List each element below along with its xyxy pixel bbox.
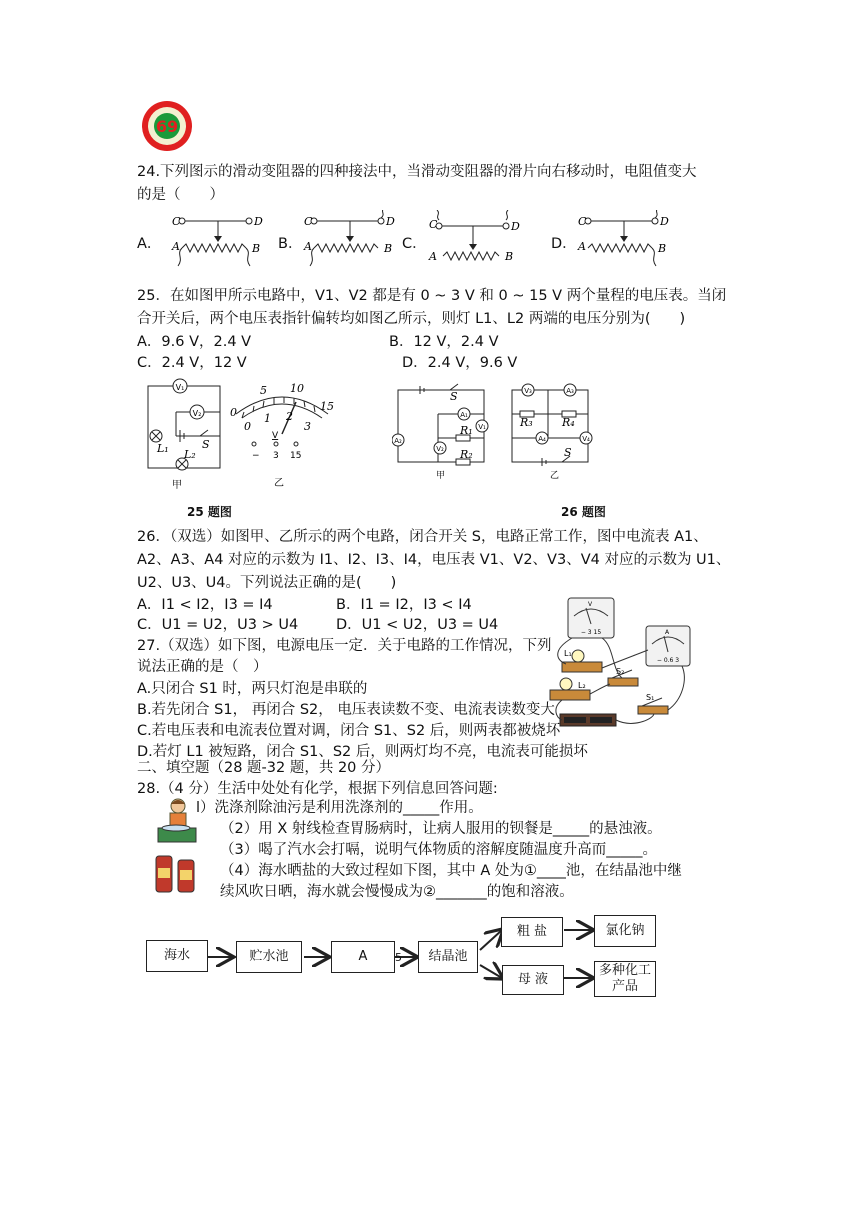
flow-box-storage-pond: 贮水池	[236, 941, 302, 973]
flow-box-a: A	[331, 941, 395, 973]
yi-label: 乙	[550, 471, 560, 480]
v1-label: V₁	[478, 423, 486, 431]
voltmeter-terminals: − 3 15	[580, 629, 602, 636]
rheostat-diagram-c	[425, 210, 525, 272]
q28-item4-line1: （4）海水晒盐的大致过程如下图，其中 A 处为①____池，在结晶池中继	[220, 863, 682, 879]
q25-circuit-jia	[140, 372, 230, 492]
q24-option-d: D．	[551, 236, 577, 252]
q27-option-b: B.若先闭合 S1， 再闭合 S2， 电压表读数不变、电流表读数变大	[137, 702, 555, 718]
scale-2: 2	[286, 410, 293, 423]
q25-figure-caption: 25 题图	[187, 505, 232, 519]
v3-label: V₃	[524, 387, 532, 395]
q27-option-d: D.若灯 L1 被短路，闭合 S1、S2 后，则两灯均不亮，电流表可能损坏	[137, 744, 588, 760]
yi-label: 乙	[274, 478, 284, 489]
q24-option-c: C．	[402, 236, 427, 252]
school-logo	[141, 100, 193, 152]
flow-box-chemical-products: 多种化工产品	[594, 961, 656, 997]
r1-label: R₁	[460, 424, 473, 437]
scale-5: 5	[260, 384, 267, 397]
q24-option-b: B．	[278, 236, 303, 252]
q24-line2: 的是（ ）	[137, 187, 224, 203]
label-c: C	[429, 218, 438, 231]
label-a: A	[304, 240, 312, 253]
r2-label: R₂	[460, 448, 473, 461]
q28-item2: （2）用 X 射线检查胃肠病时，让病人服用的钡餐是_____的悬浊液。	[220, 821, 662, 837]
q28-intro: 28.（4 分）生活中处处有化学，根据下列信息回答问题:	[137, 781, 498, 797]
q26-circuit-jia	[392, 380, 492, 480]
v1-meter-label: V₁	[175, 383, 185, 392]
rheostat-diagram-b	[300, 210, 400, 272]
label-c: C	[578, 215, 587, 228]
rheostat-diagram-a	[168, 210, 268, 272]
q25-option-c: C．2.4 V，12 V	[137, 355, 247, 371]
terminal-15: 15	[290, 451, 302, 461]
q28-item3: （3）喝了汽水会打嗝，说明气体物质的溶解度随温度升高而_____。	[220, 842, 657, 858]
l2-label: L₂	[184, 448, 196, 461]
switch-label: S	[564, 446, 572, 459]
q25-voltmeter-yi	[228, 382, 338, 492]
q25-option-d: D．2.4 V，9.6 V	[402, 355, 518, 371]
logo-glyph: 69	[155, 117, 179, 136]
scale-3: 3	[304, 420, 311, 433]
flow-box-crystallization-pond: 结晶池	[418, 941, 478, 973]
flow-stray-mark: 5	[395, 951, 402, 964]
scale-15: 15	[320, 400, 334, 413]
flow-box-crude-salt: 粗 盐	[501, 917, 563, 947]
switch-s2-label: S₂	[616, 667, 625, 676]
q24-option-a: A．	[137, 236, 162, 252]
label-b: B	[252, 242, 261, 255]
flow-box-sodium-chloride: 氯化钠	[594, 915, 656, 947]
rheostat-diagram-d	[574, 210, 674, 272]
scale-0-outer: 0	[230, 406, 237, 419]
ammeter-a: A	[665, 629, 670, 636]
v4-label: V₄	[582, 435, 590, 443]
flow-box-seawater: 海水	[146, 940, 208, 972]
q26-figure-caption: 26 题图	[561, 505, 606, 519]
lamp-l1-label: L₁	[564, 649, 572, 658]
v2-label: V₂	[436, 445, 444, 453]
soda-cans-illustration	[152, 852, 198, 896]
switch-label: S	[450, 390, 458, 403]
q26-line1: 26．（双选）如图甲、乙所示的两个电路，闭合开关 S，电路正常工作，图中电流表 A1、	[137, 529, 708, 545]
scale-0-inner: 0	[244, 420, 251, 433]
terminal-3: 3	[273, 451, 279, 461]
q27-circuit-photo	[542, 590, 692, 736]
label-d: D	[254, 215, 263, 228]
q26-line2: A2、A3、A4 对应的示数为 I1、I2、I3、I4，电压表 V1、V2、V3、V4 对应的示数为 U1、	[137, 552, 731, 568]
label-c: C	[304, 215, 313, 228]
ammeter-terminals: − 0.6 3	[656, 657, 680, 664]
q27-line2: 说法正确的是（ ）	[137, 659, 268, 675]
scale-10: 10	[290, 382, 304, 395]
a1-label: A₁	[460, 411, 468, 419]
a2-label: A₂	[394, 437, 402, 445]
flow-box-mother-liquor: 母 液	[502, 965, 564, 995]
label-c: C	[172, 215, 181, 228]
switch-s1-label: S₁	[646, 693, 655, 702]
scale-1: 1	[264, 412, 271, 425]
label-a: A	[172, 240, 180, 253]
label-d: D	[660, 215, 669, 228]
a4-label: A₄	[538, 435, 546, 443]
l1-label: L₁	[157, 442, 169, 455]
q27-line1: 27.（双选）如下图，电源电压一定．关于电路的工作情况，下列	[137, 638, 552, 654]
q28-item4-line2: 续风吹日晒，海水就会慢慢成为②_______的饱和溶液。	[220, 884, 574, 900]
jia-label: 甲	[436, 471, 446, 480]
label-d: D	[386, 215, 395, 228]
q27-option-a: A.只闭合 S1 时，两只灯泡是串联的	[137, 681, 368, 697]
label-a: A	[429, 250, 437, 263]
q25-line2: 合开关后，两个电压表指针偏转均如图乙所示，则灯 L1、L2 两端的电压分别为( )	[137, 311, 686, 327]
q26-option-c: C．U1 = U2，U3 > U4	[137, 617, 299, 633]
q25-option-b: B．12 V，2.4 V	[389, 334, 499, 350]
label-b: B	[658, 242, 667, 255]
q24-line1: 24.下列图示的滑动变阻器的四种接法中，当滑动变阻器的滑片向右移动时，电阻值变大	[137, 164, 697, 180]
label-a: A	[578, 240, 586, 253]
q26-option-b: B．I1 = I2，I3 < I4	[336, 597, 472, 613]
q26-option-d: D．U1 < U2，U3 = U4	[336, 617, 499, 633]
switch-label: S	[202, 438, 210, 451]
q26-circuit-yi	[506, 380, 596, 480]
jia-label: 甲	[172, 480, 182, 491]
q26-option-a: A．I1 < I2，I3 = I4	[137, 597, 273, 613]
q26-line3: U2、U3、U4。下列说法正确的是( )	[137, 575, 397, 591]
label-b: B	[505, 250, 514, 263]
label-d: D	[511, 220, 520, 233]
meter-v-label: V	[272, 431, 279, 441]
q28-item1: l）洗涤剂除油污是利用洗涤剂的_____作用。	[196, 800, 483, 816]
section-2-heading: 二、填空题（28 题-32 题，共 20 分）	[137, 760, 391, 776]
lamp-l2-label: L₂	[578, 681, 586, 690]
label-b: B	[384, 242, 393, 255]
voltmeter-v: V	[588, 601, 593, 608]
q25-line1: 25．在如图甲所示电路中，V1、V2 都是有 0 ~ 3 V 和 0 ~ 15 V 两个量程的电压表。当闭	[137, 288, 727, 304]
washing-dishes-illustration	[154, 796, 198, 846]
q27-option-c: C.若电压表和电流表位置对调，闭合 S1、S2 后，则两表都被烧坏	[137, 723, 561, 739]
r3-label: R₃	[520, 416, 533, 429]
terminal-minus: −	[252, 451, 260, 461]
a3-label: A₃	[566, 387, 574, 395]
q25-option-a: A．9.6 V，2.4 V	[137, 334, 252, 350]
r4-label: R₄	[562, 416, 575, 429]
v2-meter-label: V₂	[192, 409, 202, 418]
